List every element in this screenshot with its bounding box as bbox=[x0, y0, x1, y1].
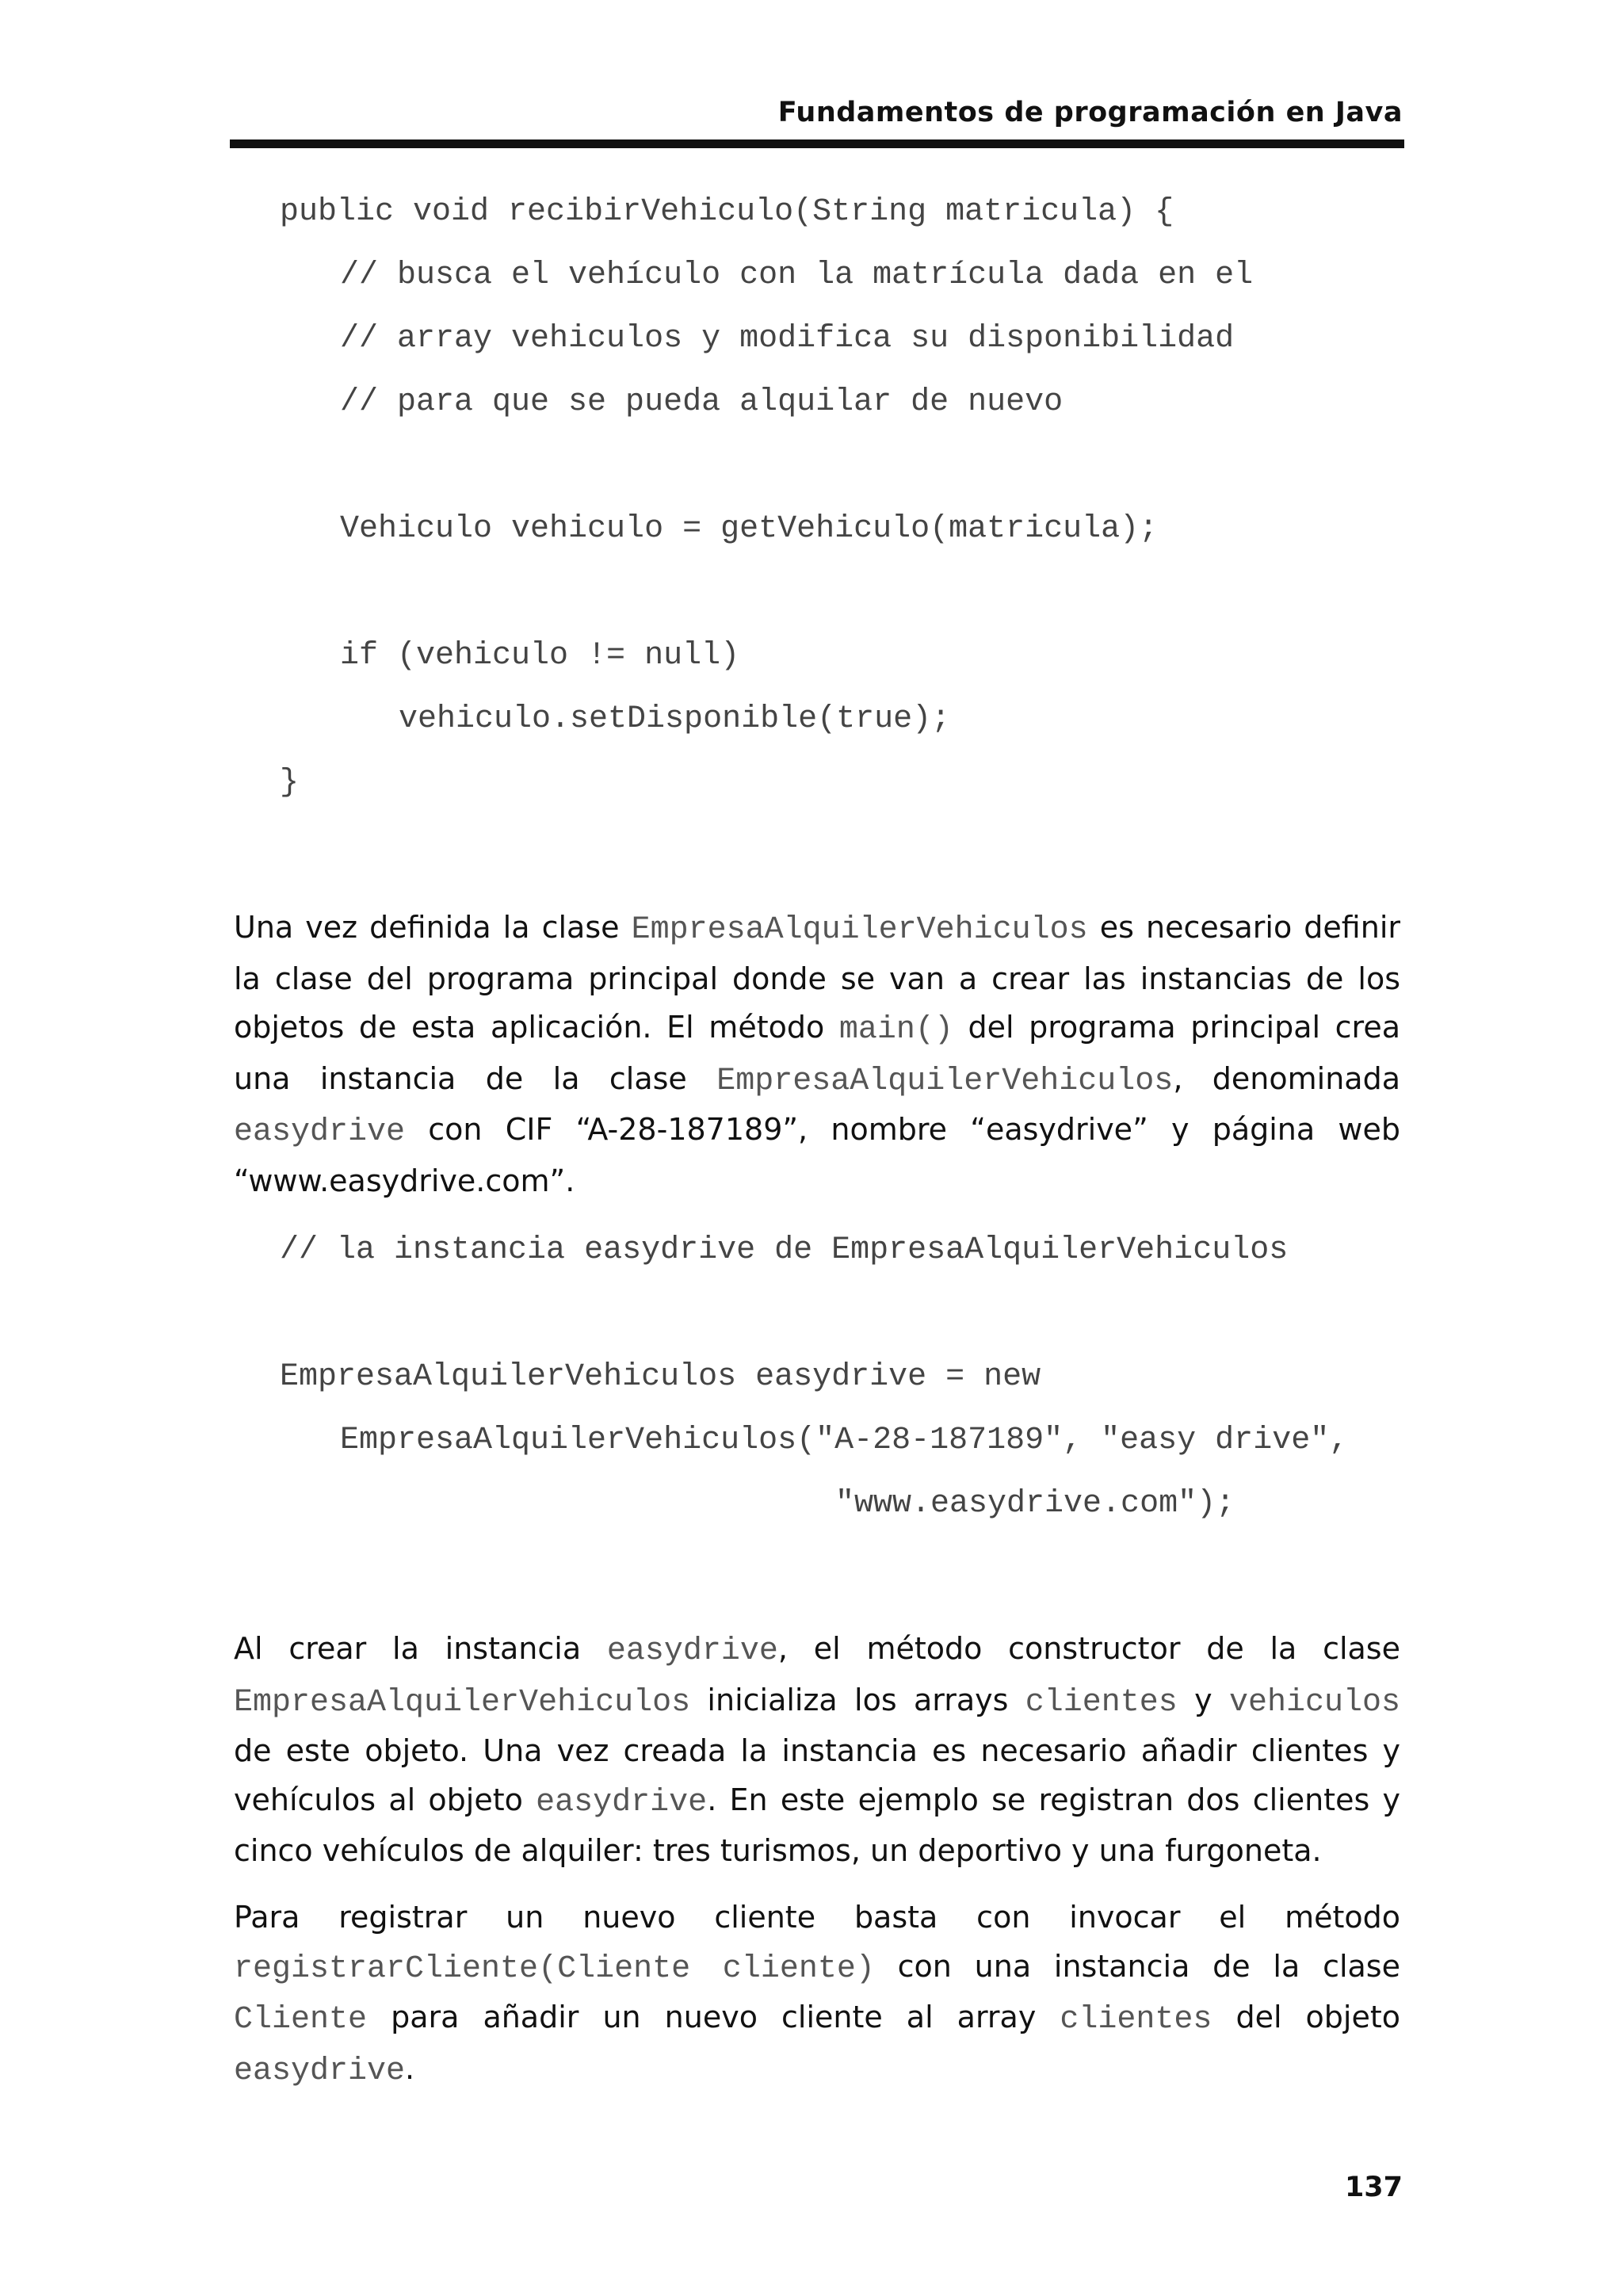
inline-code: EmpresaAlquilerVehiculos bbox=[234, 1684, 691, 1721]
inline-code: clientes bbox=[1025, 1684, 1178, 1721]
page-number: 137 bbox=[1344, 2172, 1403, 2203]
code-line: // busca el vehículo con la matrícula dada en el bbox=[340, 258, 1254, 293]
inline-code: easydrive bbox=[234, 1114, 406, 1150]
code-line: // para que se pueda alquilar de nuevo bbox=[340, 384, 1064, 420]
code-line: vehiculo.setDisponible(true); bbox=[399, 701, 951, 737]
inline-code: EmpresaAlquilerVehiculos bbox=[631, 912, 1088, 948]
inline-code: vehiculos bbox=[1228, 1684, 1401, 1721]
inline-code: clientes bbox=[1060, 2002, 1212, 2038]
code-line: EmpresaAlquilerVehiculos("A-28-187189", "easy drive", bbox=[340, 1423, 1349, 1458]
inline-code: easydrive bbox=[234, 2053, 406, 2089]
code-line: "www.easydrive.com"); bbox=[835, 1486, 1235, 1522]
inline-code: easydrive bbox=[606, 1633, 778, 1669]
code-line: // array vehiculos y modifica su disponibilidad bbox=[340, 321, 1235, 357]
code-line: Vehiculo vehiculo = getVehiculo(matricula); bbox=[340, 511, 1159, 547]
code-line: // la instancia easydrive de EmpresaAlquilerVehiculos bbox=[280, 1232, 1289, 1268]
code-line: } bbox=[280, 765, 300, 800]
code-line: if (vehiculo != null) bbox=[340, 638, 740, 674]
inline-code: easydrive bbox=[536, 1784, 708, 1820]
body-paragraph: Al crear la instancia easydrive, el método constructor de la clase EmpresaAlquilerVehiculos inicializa los arrays clientes y vehiculos de este objeto. Una vez creada la instancia es necesario añadir clientes y vehículos al objeto easydrive. En este ejemplo se registran dos clientes y cinco vehículos de alquiler: tres turismos, un deportivo y una furgoneta. bbox=[234, 1631, 1401, 1868]
inline-code: main() bbox=[838, 1012, 953, 1048]
code-line: public void recibirVehiculo(String matricula) { bbox=[280, 194, 1174, 230]
body-paragraph: Una vez definida la clase EmpresaAlquilerVehiculos es necesario definir la clase del programa principal donde se van a crear las instancias de los objetos de esta aplicación. El método main() del programa principal crea una instancia de la clase EmpresaAlquilerVehiculos, denominada easydrive con CIF “A-28-187189”, nombre “easydrive” y página web “www.easydrive.com”. bbox=[234, 910, 1400, 1198]
inline-code: Cliente bbox=[234, 2002, 368, 2038]
code-line: EmpresaAlquilerVehiculos easydrive = new bbox=[280, 1359, 1041, 1395]
header-rule bbox=[230, 139, 1404, 148]
inline-code: registrarCliente(Cliente cliente) bbox=[234, 1950, 875, 1987]
inline-code: EmpresaAlquilerVehiculos bbox=[716, 1063, 1174, 1099]
body-paragraph: Para registrar un nuevo cliente basta con invocar el método registrarCliente(Cliente cliente) con una instancia de la clase Cliente para añadir un nuevo cliente al array clientes del objeto easydrive. bbox=[234, 1900, 1401, 2089]
page-header-title: Fundamentos de programación en Java bbox=[777, 97, 1403, 128]
